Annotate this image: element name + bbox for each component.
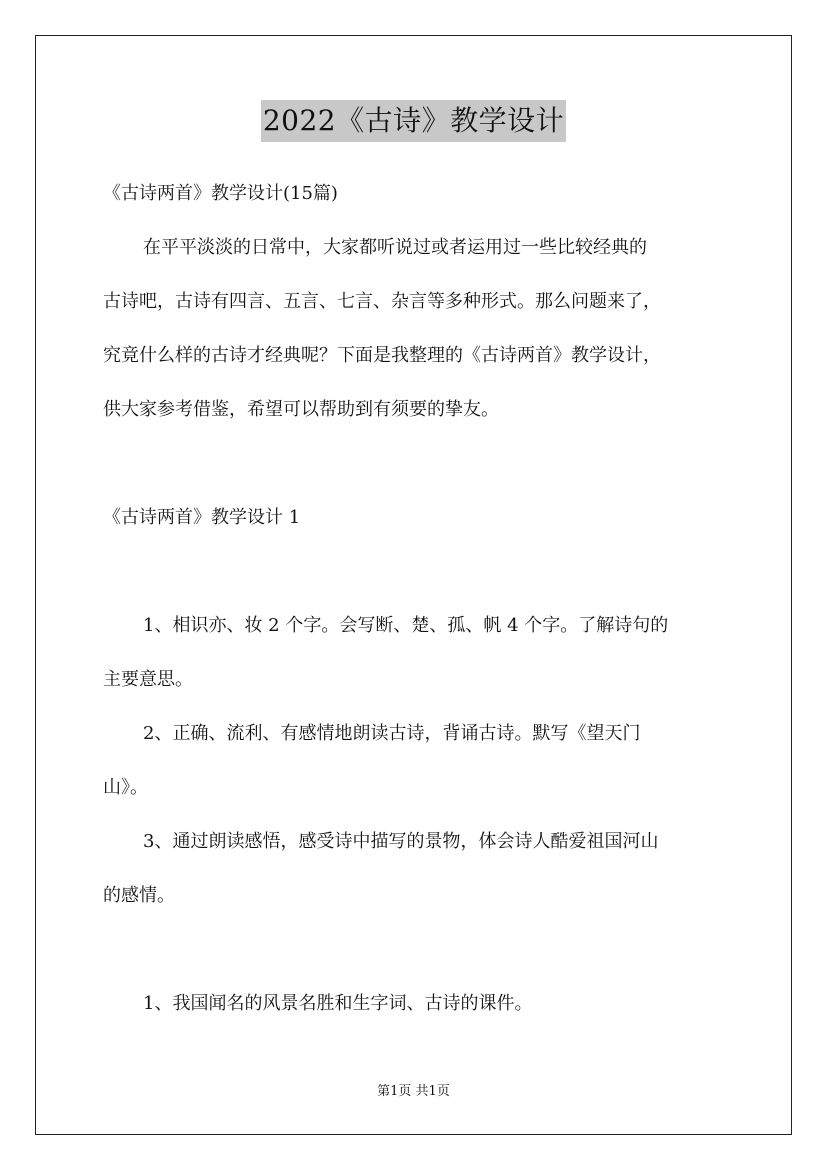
intro-line-1: 在平平淡淡的日常中，大家都听说过或者运用过一些比较经典的 — [143, 237, 647, 258]
document-subtitle: 《古诗两首》教学设计(15篇) — [103, 183, 338, 204]
goal-1-line-1: 1、相识亦、妆 2 个字。会写断、楚、孤、帆 4 个字。了解诗句的 — [143, 615, 669, 636]
goal-3-line-1: 3、通过朗读感悟，感受诗中描写的景物，体会诗人酷爱祖国河山 — [143, 831, 659, 852]
goal-2-line-1: 2、正确、流利、有感情地朗读古诗，背诵古诗。默写《望天门 — [143, 723, 641, 744]
section-heading: 《古诗两首》教学设计 1 — [103, 507, 301, 528]
goal-2-line-2: 山》。 — [103, 777, 148, 798]
goal-1-line-2: 主要意思。 — [103, 669, 193, 690]
intro-line-4: 供大家参考借鉴，希望可以帮助到有须要的挚友。 — [103, 399, 499, 420]
goal-3-line-2: 的感情。 — [103, 885, 175, 906]
title-container — [0, 100, 827, 142]
document-title: 2022《古诗》教学设计 — [261, 100, 566, 142]
intro-line-3: 究竟什么样的古诗才经典呢？下面是我整理的《古诗两首》教学设计， — [103, 345, 661, 366]
page-footer: 第1页 共1页 — [377, 1084, 450, 1099]
preparation-line: 1、我国闻名的风景名胜和生字词、古诗的课件。 — [143, 993, 533, 1014]
intro-line-2: 古诗吧，古诗有四言、五言、七言、杂言等多种形式。那么问题来了， — [103, 291, 661, 312]
